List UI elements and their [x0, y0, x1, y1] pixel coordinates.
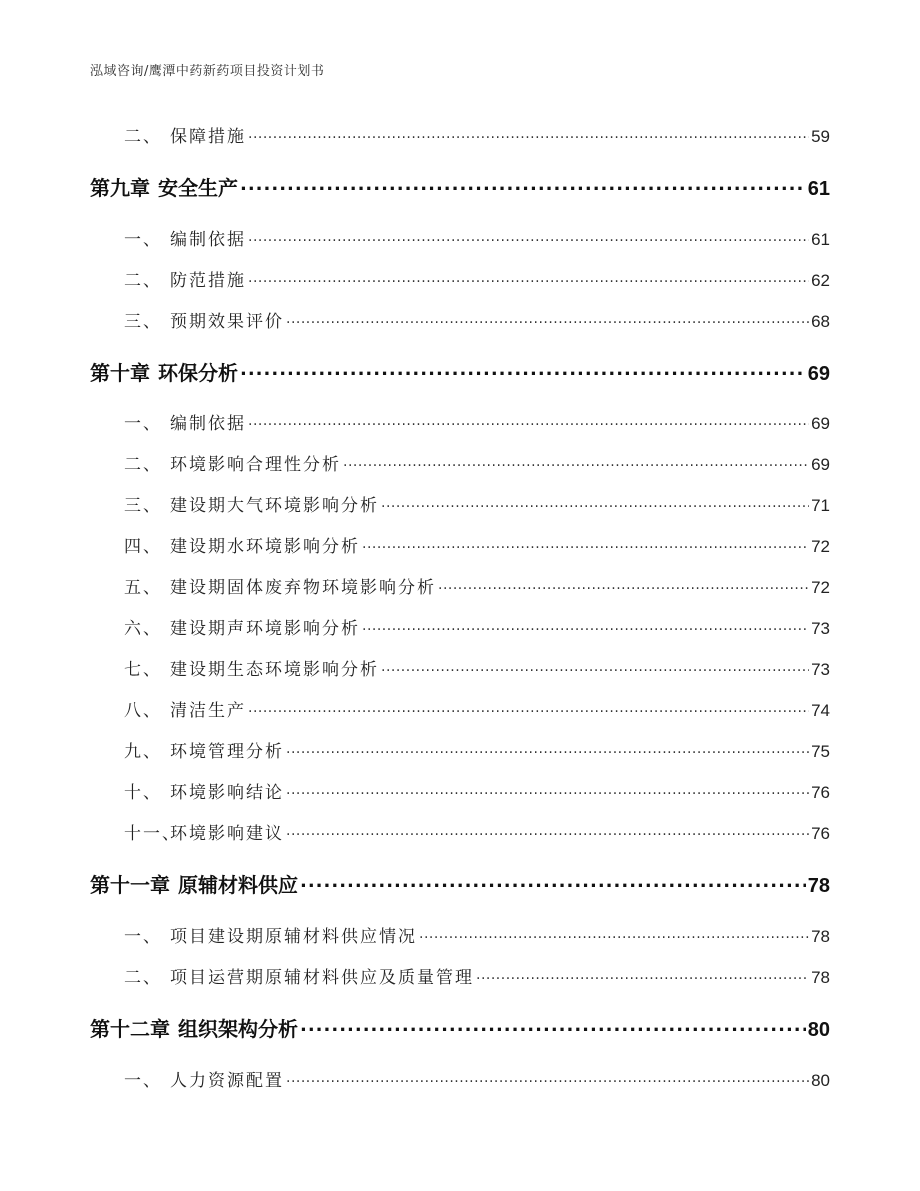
dot-leader: [286, 781, 809, 798]
toc-section-entry[interactable]: [90, 922, 830, 947]
toc-entry-number: 二、: [124, 455, 162, 475]
dot-leader: [286, 1069, 809, 1086]
toc-section-entry[interactable]: [90, 532, 830, 557]
toc-entry-number: 一、: [124, 927, 162, 947]
toc-entry-title: 环境影响结论: [170, 783, 284, 803]
toc-section-entry[interactable]: [90, 266, 830, 291]
toc-entry-title: 建设期大气环境影响分析: [170, 496, 379, 516]
toc-entry-number: 九、: [124, 742, 162, 762]
toc-section-entry[interactable]: [90, 737, 830, 762]
toc-entry-number: 十、: [124, 783, 162, 803]
toc-entry-title: 防范措施: [170, 271, 246, 291]
toc-section-entry[interactable]: [90, 655, 830, 680]
toc-entry-number: 一、: [124, 414, 162, 434]
toc-page-number: 73: [811, 619, 830, 638]
toc-entry-title: 环保分析: [158, 361, 238, 385]
toc-entry-title: 编制依据: [170, 230, 246, 250]
toc-entry-number: 三、: [124, 312, 162, 332]
page-header: 泓域咨询/鹰潭中药新药项目投资计划书: [90, 64, 325, 79]
toc-entry-number: 六、: [124, 619, 162, 639]
dot-leader: [343, 453, 809, 470]
toc-entry-title: 环境影响合理性分析: [170, 455, 341, 475]
toc-entry-number: 十一、: [124, 824, 181, 844]
toc-entry-title: 清洁生产: [170, 701, 246, 721]
toc-section-entry[interactable]: [90, 819, 830, 844]
toc-section-entry[interactable]: [90, 696, 830, 721]
toc-section-entry[interactable]: [90, 450, 830, 475]
toc-page-number: 72: [811, 537, 830, 556]
dot-leader: [286, 822, 809, 839]
dot-leader: [286, 740, 809, 757]
dot-leader: [248, 699, 809, 716]
toc-page-number: 72: [811, 578, 830, 597]
toc-entry-number: 三、: [124, 496, 162, 516]
toc-chapter-entry[interactable]: [90, 869, 830, 898]
toc-entry-number: 第九章: [90, 176, 150, 200]
toc-page-number: 68: [811, 312, 830, 331]
dot-leader: [476, 966, 809, 983]
toc-entry-title: 编制依据: [170, 414, 246, 434]
toc-entry-title: 预期效果评价: [170, 312, 284, 332]
toc-page-number: 59: [811, 127, 830, 146]
toc-entry-title: 环境管理分析: [170, 742, 284, 762]
toc-page-number: 76: [811, 783, 830, 802]
toc-section-entry[interactable]: [90, 307, 830, 332]
toc-entry-title: 人力资源配置: [170, 1071, 284, 1091]
toc-page-number: 69: [811, 455, 830, 474]
dot-leader: [300, 1016, 806, 1036]
toc-section-entry[interactable]: [90, 491, 830, 516]
toc-page-number: 76: [811, 824, 830, 843]
toc-entry-title: 项目运营期原辅材料供应及质量管理: [170, 968, 474, 988]
toc-section-entry[interactable]: [90, 573, 830, 598]
toc-page-number: 61: [811, 230, 830, 249]
toc-entry-title: 建设期水环境影响分析: [170, 537, 360, 557]
toc-page-number: 74: [811, 701, 830, 720]
toc-entry-number: 八、: [124, 701, 162, 721]
toc-entry-title: 建设期声环境影响分析: [170, 619, 360, 639]
dot-leader: [419, 925, 809, 942]
dot-leader: [240, 175, 806, 195]
toc-page-number: 69: [811, 414, 830, 433]
toc-section-entry[interactable]: [90, 122, 830, 147]
dot-leader: [300, 872, 806, 892]
toc-entry-number: 第十章: [90, 361, 150, 385]
toc-entry-title: 保障措施: [170, 127, 246, 147]
toc-entry-title: 建设期生态环境影响分析: [170, 660, 379, 680]
toc-entry-title: 安全生产: [158, 176, 238, 200]
toc-entry-title: 建设期固体废弃物环境影响分析: [170, 578, 436, 598]
toc-page-number: 61: [807, 178, 830, 200]
dot-leader: [248, 125, 809, 142]
dot-leader: [248, 412, 809, 429]
dot-leader: [248, 269, 809, 286]
toc-entry-number: 二、: [124, 271, 162, 291]
toc-chapter-entry[interactable]: [90, 357, 830, 386]
dot-leader: [438, 576, 809, 593]
toc-entry-number: 一、: [124, 230, 162, 250]
toc-chapter-entry[interactable]: [90, 1013, 830, 1042]
toc-section-entry[interactable]: [90, 963, 830, 988]
toc-entry-title: 项目建设期原辅材料供应情况: [170, 927, 417, 947]
dot-leader: [248, 228, 809, 245]
toc-entry-number: 二、: [124, 127, 162, 147]
toc-entry-title: 原辅材料供应: [178, 873, 298, 897]
toc-chapter-entry[interactable]: [90, 172, 830, 201]
toc-entry-number: 第十一章: [90, 873, 170, 897]
toc-entry-number: 第十二章: [90, 1017, 170, 1041]
dot-leader: [381, 494, 809, 511]
dot-leader: [240, 360, 806, 380]
toc-section-entry[interactable]: [90, 409, 830, 434]
toc-page-number: 71: [811, 496, 830, 515]
toc-page-number: 78: [811, 927, 830, 946]
dot-leader: [362, 535, 809, 552]
toc-page-number: 78: [811, 968, 830, 987]
toc-page-number: 78: [807, 875, 830, 897]
dot-leader: [381, 658, 809, 675]
toc-page-number: 69: [807, 363, 830, 385]
toc-entry-number: 五、: [124, 578, 162, 598]
toc-entry-number: 四、: [124, 537, 162, 557]
toc-section-entry[interactable]: [90, 1066, 830, 1091]
toc-entry-number: 一、: [124, 1071, 162, 1091]
toc-page-number: 73: [811, 660, 830, 679]
toc-page-number: 62: [811, 271, 830, 290]
toc-page-number: 80: [807, 1019, 830, 1041]
toc-section-entry[interactable]: [90, 614, 830, 639]
toc-page-number: 80: [811, 1071, 830, 1090]
dot-leader: [286, 310, 809, 327]
toc-section-entry[interactable]: [90, 778, 830, 803]
toc-section-entry[interactable]: [90, 225, 830, 250]
toc-entry-number: 二、: [124, 968, 162, 988]
toc-entry-number: 七、: [124, 660, 162, 680]
toc-entry-title: 环境影响建议: [170, 824, 284, 844]
dot-leader: [362, 617, 809, 634]
toc-page-number: 75: [811, 742, 830, 761]
toc-entry-title: 组织架构分析: [178, 1017, 298, 1041]
